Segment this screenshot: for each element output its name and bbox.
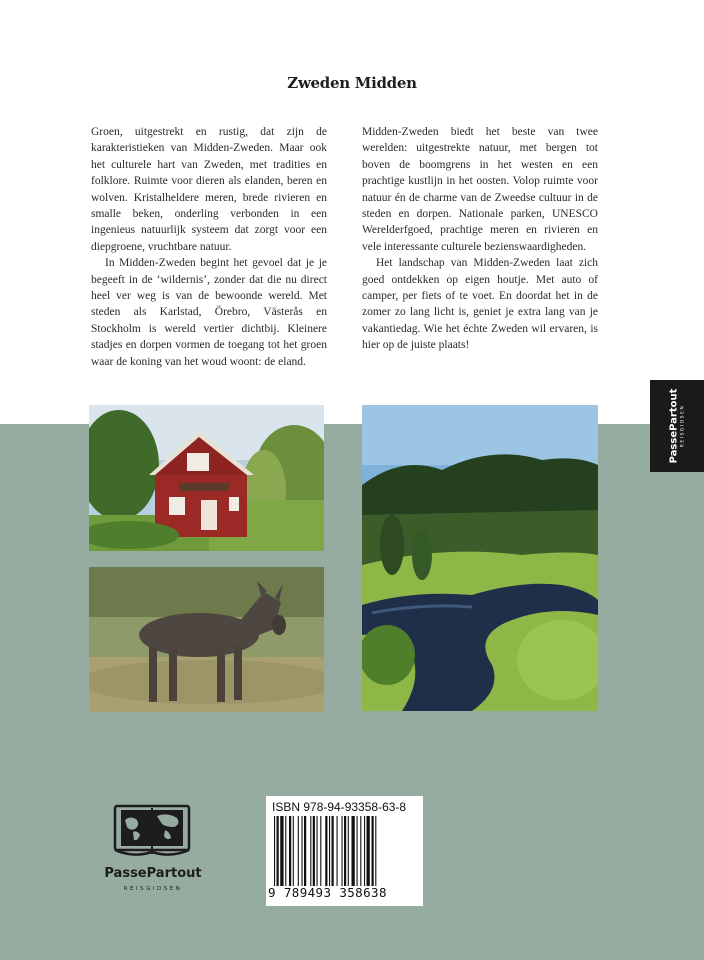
- barcode-bar: [289, 816, 291, 886]
- barcode-bar: [344, 816, 346, 886]
- side-tab-text: [669, 389, 686, 464]
- barcode-bar: [342, 816, 343, 886]
- barcode-bar: [329, 816, 330, 886]
- isbn-label: ISBN 978-94-93358-63-8: [272, 800, 407, 814]
- barcode-bar: [310, 816, 311, 886]
- barcode-bar: [320, 816, 321, 886]
- barcode-bar: [304, 816, 306, 886]
- barcode-bar: [375, 816, 376, 886]
- barcode-bar: [285, 816, 286, 886]
- barcode-bar: [364, 816, 365, 886]
- open-book-globe-icon: [111, 800, 193, 862]
- paragraph: Groen, uitgestrekt en rustig, dat zijn de karakteristieken van Midden-Zweden. Maar ook het culturele hart van Zweden, met tradities en folklore. Ruimte voor dieren als elanden, beren en wolven. Kristalheldere meren, brede rivieren en smalle beken, onderling verbonden in een ingenieus natuurlijk systeem dat zorgt voor een diepgroene, vruchtbare natuur.: [91, 126, 327, 253]
- barcode-bars: [272, 816, 417, 886]
- barcode-bar: [367, 816, 370, 886]
- barcode-bar: [332, 816, 334, 886]
- barcode-bar: [352, 816, 355, 886]
- barcode-digits: 9 789493 358638: [268, 885, 387, 900]
- isbn-barcode: [266, 796, 423, 906]
- barcode-bar: [357, 816, 358, 886]
- barcode-bar: [302, 816, 303, 886]
- paragraph: In Midden-Zweden begint het gevoel dat je je begeeft in de ‘wildernis’, zonder dat die nu direct heel ver weg is van de bewoonde wereld. Met steden als Karlstad, Örebro, Västerås en Stockholm is wereld vertier dichtbij. Kleinere stadjes en dorpen vormen de toegang tot het groen waar de koning van het woud woont: de eland.: [91, 257, 327, 368]
- text-column-right: [362, 124, 598, 354]
- photo-moose: [89, 567, 324, 712]
- barcode-bar: [360, 816, 361, 886]
- barcode-bar: [317, 816, 318, 886]
- brand-side-tab: [650, 380, 704, 472]
- side-tab-subtitle: REISGIDSEN: [680, 404, 686, 448]
- barcode-bar: [298, 816, 299, 886]
- barcode-bar: [280, 816, 283, 886]
- page-title: Zweden Midden: [287, 74, 417, 92]
- paragraph: Midden-Zweden biedt het beste van twee werelden: uitgestrekte natuur, met bergen tot boven de boomgrens in het westen en een prachtige kustlijn in het oosten. Volop ruimte voor natuur én de charme van de Zweedse cultuur in de steden en dorpen. Nationale parken, UNESCO Werelderfgoed, prachtige meren en rivieren en vele interessante culturele bezienswaardigheden.: [362, 126, 598, 253]
- barcode-bar: [337, 816, 338, 886]
- logo-subtitle: REISGIDSEN: [123, 886, 183, 892]
- text-column-left: [91, 124, 327, 370]
- barcode-bar: [277, 816, 279, 886]
- barcode-bar: [293, 816, 294, 886]
- paragraph: Het landschap van Midden-Zweden laat zich goed ontdekken op eigen houtje. Met auto of camper, per fiets of te voet. En doordat het in de zomer zo lang licht is, geniet je extra lang van je vakantiedag. Wie het échte Zweden wil ervaren, is hier op de juiste plaats!: [362, 257, 598, 352]
- barcode-bar: [325, 816, 327, 886]
- barcode-bar: [313, 816, 315, 886]
- barcode-bar: [372, 816, 374, 886]
- publisher-logo: [88, 800, 218, 910]
- photo-red-house: [89, 405, 324, 551]
- barcode-bar: [348, 816, 349, 886]
- logo-brand-name: PassePartout: [104, 866, 202, 881]
- photo-river-landscape: [362, 405, 598, 711]
- side-tab-brand: PassePartout: [668, 388, 680, 464]
- barcode-bar: [274, 816, 275, 886]
